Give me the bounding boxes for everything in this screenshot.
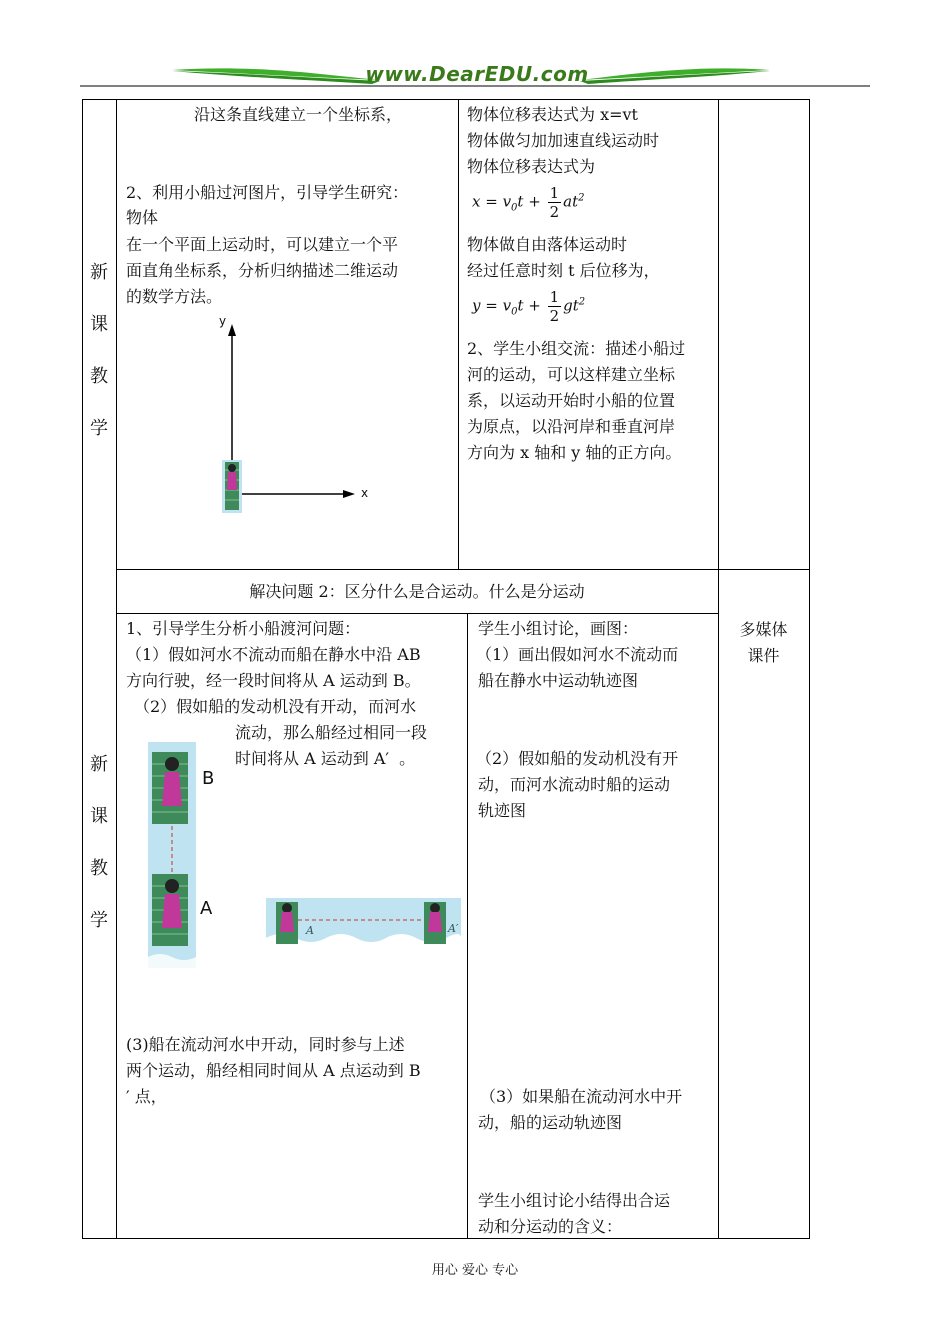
s1-teacher-line6: 的数学方法。 (126, 287, 223, 306)
s1-student-line7: 河的运动，可以这样建立坐标 (467, 365, 676, 384)
s2-teacher-line8: 两个运动，船经相同时间从 A 点运动到 B (126, 1061, 421, 1080)
s1-student-line2: 物体做匀加加速直线运动时 (467, 131, 660, 150)
s1-student-line6: 2、学生小组交流：描述小船过 (467, 339, 686, 358)
y-axis-label: y (219, 314, 227, 328)
resource-line2: 课件 (747, 646, 780, 665)
s2-student-line3: 船在静水中运动轨迹图 (478, 671, 639, 690)
s2-student-line6: 轨迹图 (478, 801, 527, 820)
s1-teacher-line5: 面直角坐标系，分析归纳描述二维运动 (126, 261, 399, 280)
header-banner (80, 58, 870, 98)
s1-teacher-line3: 物体 (126, 208, 159, 227)
s2-teacher-line2: （1）假如河水不流动而船在静水中沿 AB (126, 645, 421, 664)
s2-teacher-line1: 1、引导学生分析小船渡河问题： (126, 619, 361, 638)
point-a-small-label: A (306, 924, 314, 937)
point-b-label: B (202, 768, 215, 789)
boat-crossing-vertical-image (148, 742, 228, 970)
boat-drift-horizontal-image (266, 898, 461, 954)
s2-teacher-line9: ′ 点， (126, 1087, 167, 1106)
x-axis-label: x (361, 486, 369, 500)
s2-student-line1: 学生小组讨论，画图： (478, 619, 639, 638)
s2-student-line8: 动，船的运动轨迹图 (478, 1113, 623, 1132)
s2-teacher-line5: 流动，那么船经过相同一段 (235, 723, 428, 742)
formula-freefall: $y = v_0t$ + $\frac{1}{2}$ $gt^2$ (472, 288, 586, 325)
s1-teacher-line1: 沿这条直线建立一个坐标系， (194, 105, 403, 124)
s2-student-line5: 动，而河水流动时船的运动 (478, 775, 671, 794)
s1-student-line4: 物体做自由落体运动时 (467, 235, 628, 254)
resource-line1: 多媒体 (739, 620, 788, 639)
s2-teacher-line4: （2）假如船的发动机没有开动，而河水 (134, 697, 417, 716)
side-label-bottom: 新 课 教 学 (90, 754, 108, 931)
s1-teacher-line4: 在一个平面上运动时，可以建立一个平 (126, 235, 399, 254)
s2-teacher-line3: 方向行驶，经一段时间将从 A 运动到 B。 (126, 671, 421, 690)
s2-teacher-line6: 时间将从 A 运动到 A′ 。 (235, 749, 416, 768)
side-label-top: 新 课 教 学 (90, 262, 108, 439)
s2-title: 解决问题 2：区分什么是合运动。什么是分运动 (249, 582, 585, 601)
s2-student-line10: 动和分运动的含义： (478, 1217, 623, 1236)
formula-displacement-accel: $x = v_0t$ + $\frac{1}{2}$ $at^2$ (472, 184, 585, 221)
s2-teacher-line7: (3)船在流动河水中开动，同时参与上述 (126, 1035, 405, 1054)
s2-student-line2: （1）画出假如河水不流动而 (476, 645, 679, 664)
coordinate-diagram (215, 312, 375, 517)
s1-student-line1: 物体位移表达式为 x=vt (467, 105, 638, 124)
point-a-prime-label: A′ (448, 922, 459, 935)
footer-text: 用心 爱心 专心 (431, 1263, 519, 1278)
s1-student-line10: 方向为 x 轴和 y 轴的正方向。 (467, 443, 682, 462)
s1-student-line9: 为原点，以沿河岸和垂直河岸 (467, 417, 676, 436)
s1-teacher-line2: 2、利用小船过河图片，引导学生研究： (126, 183, 409, 202)
s2-student-line9: 学生小组讨论小结得出合运 (478, 1191, 671, 1210)
s1-student-line5: 经过任意时刻 t 后位移为， (467, 261, 660, 280)
s2-student-line4: （2）假如船的发动机没有开 (476, 749, 679, 768)
s1-student-line3: 物体位移表达式为 (467, 157, 596, 176)
s1-student-line8: 系，以运动开始时小船的位置 (467, 391, 676, 410)
site-logo-text: www.DearEDU.com (365, 62, 589, 86)
s2-student-line7: （3）如果船在流动河水中开 (480, 1087, 683, 1106)
point-a-label: A (200, 898, 213, 919)
